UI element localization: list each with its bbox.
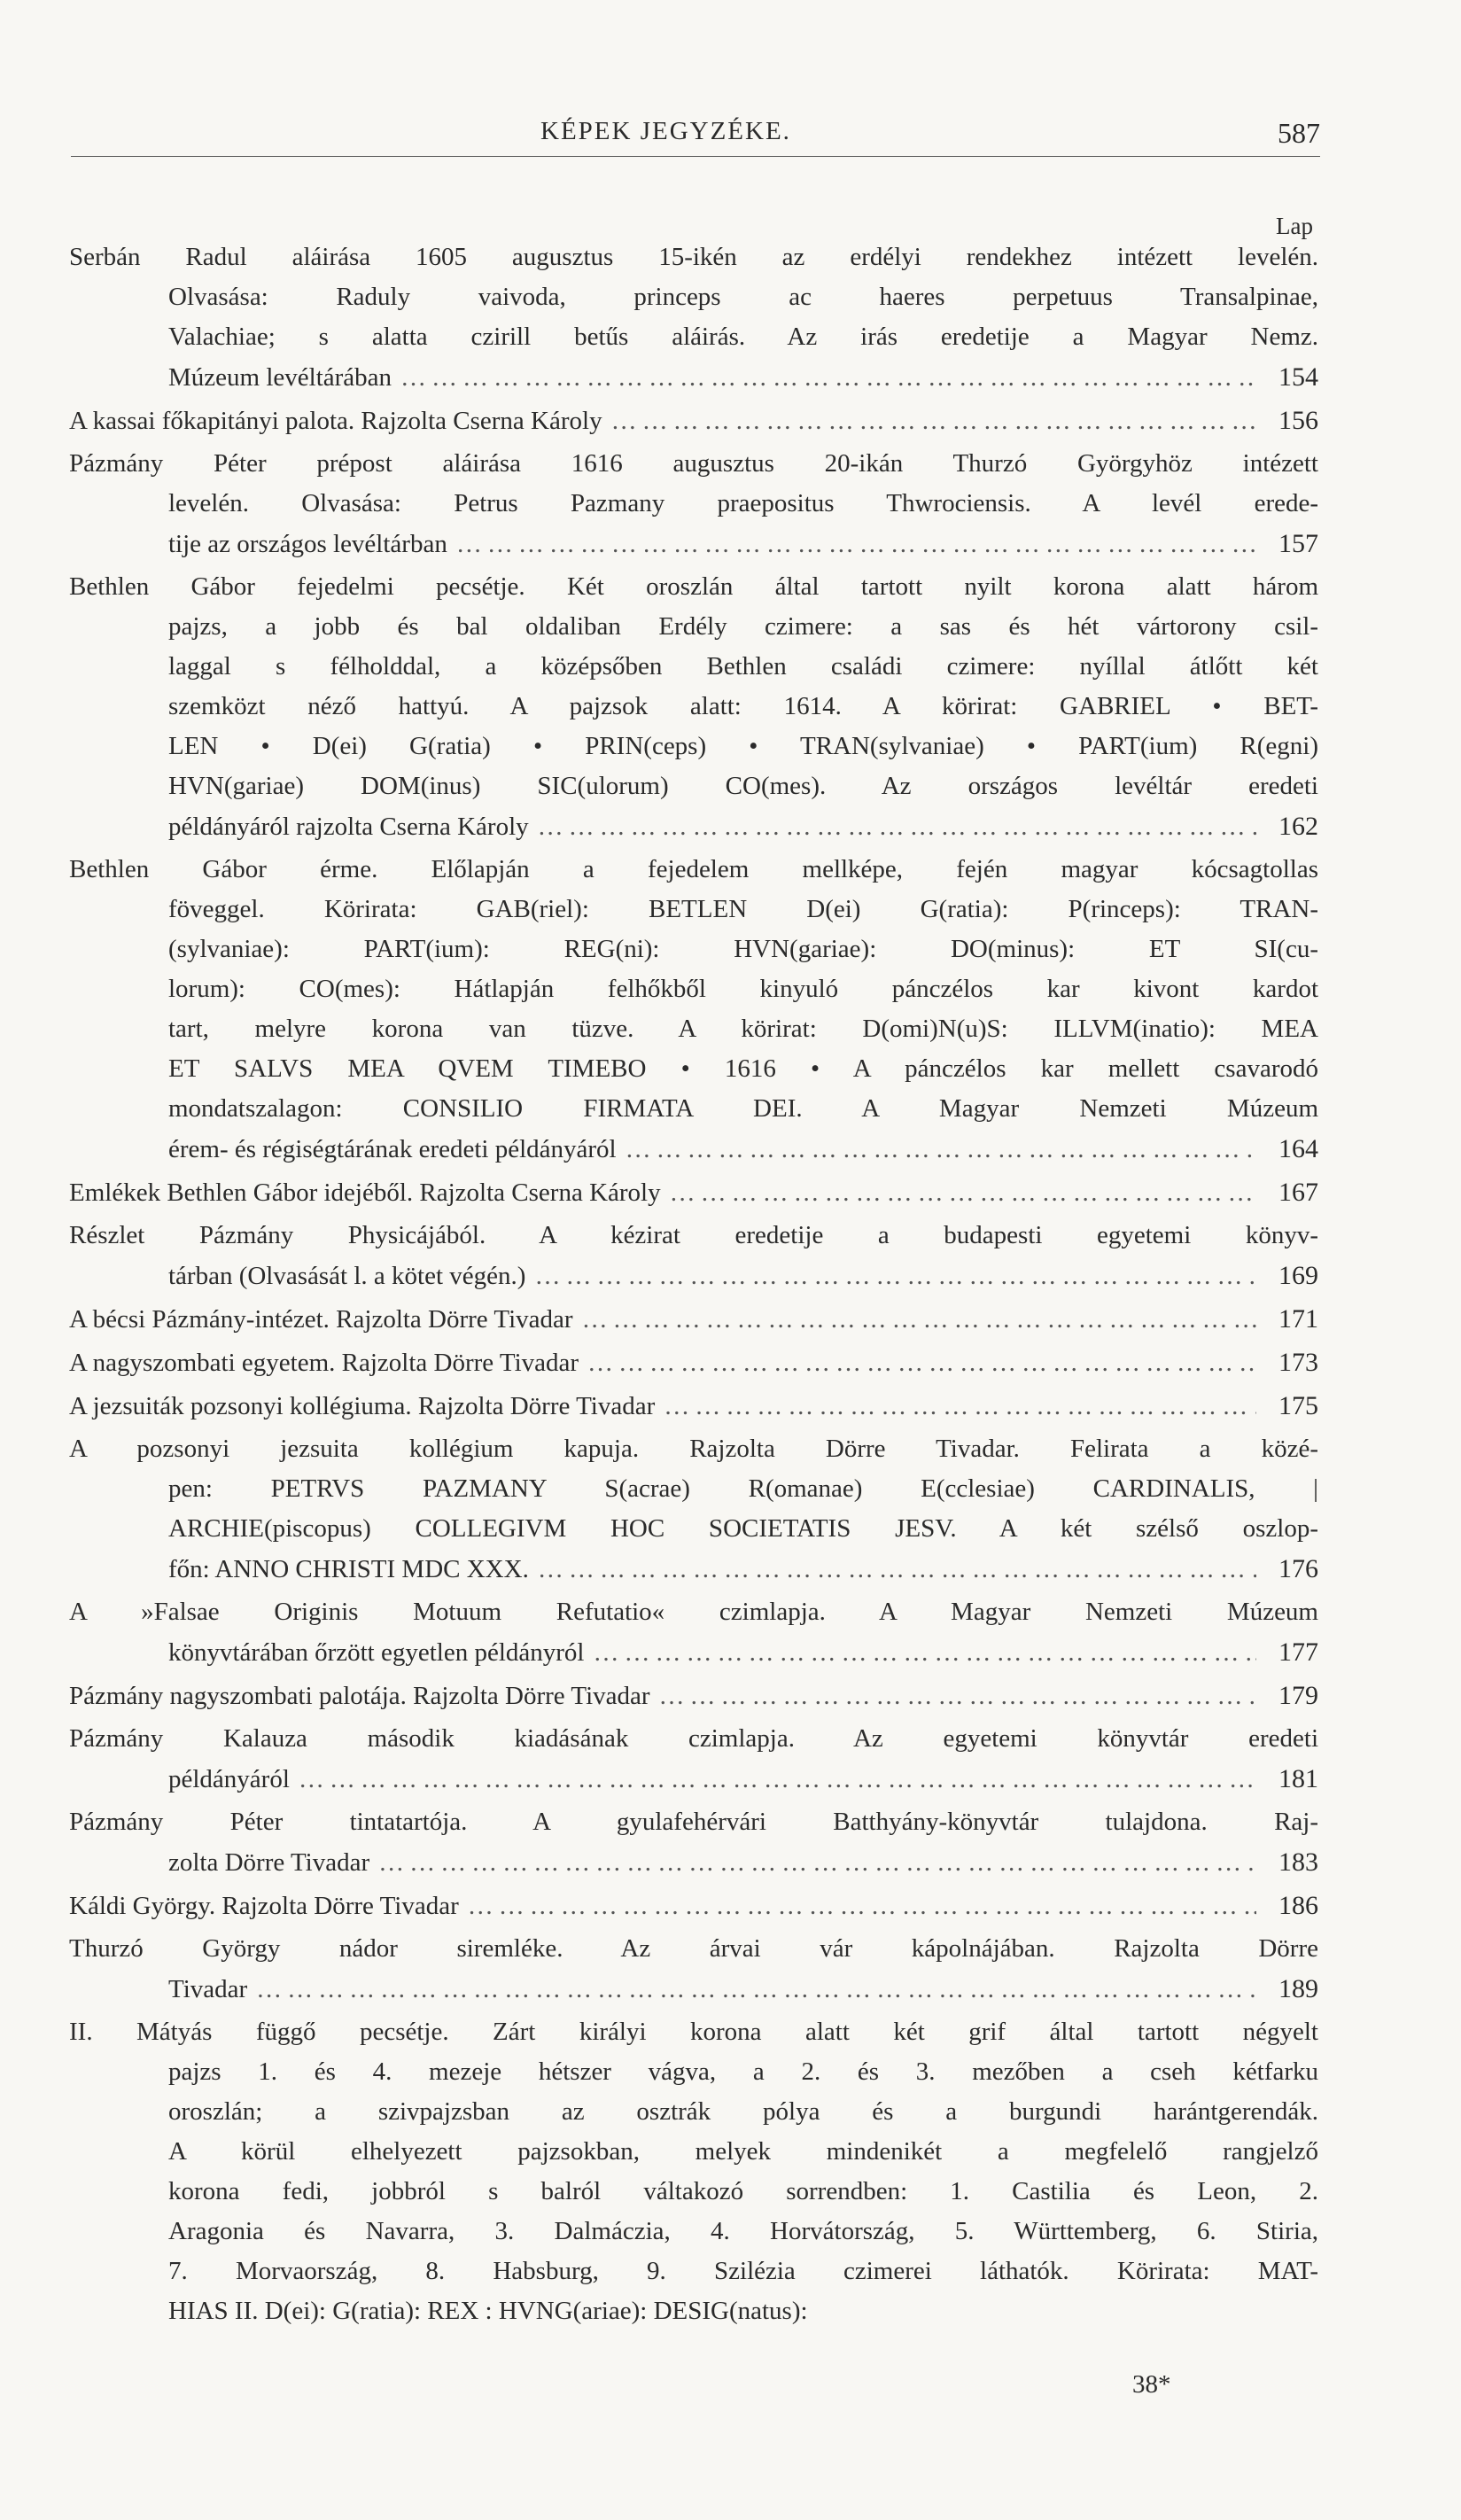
entry-line [69, 317, 1318, 357]
dot-leader [587, 1343, 1256, 1382]
entry-line [69, 2092, 1318, 2132]
entry-line [69, 1592, 1318, 1632]
entry-text: A jezsuiták pozsonyi kollégiuma. Rajzolta Dörre Tivadar [69, 1392, 656, 1420]
entry-page-number: 179 [1278, 1681, 1318, 1710]
entry-page-number: 175 [1278, 1391, 1318, 1420]
list-item [69, 1719, 1318, 1799]
dot-leader [670, 1173, 1256, 1212]
list-item [69, 1299, 1318, 1339]
entry-page-number: 171 [1278, 1304, 1318, 1334]
entry-line [69, 1929, 1318, 1969]
list-item [69, 237, 1318, 397]
entry-text: Részlet Pázmány Physicájából. A kézirat eredetije a budapesti egyetemi könyv- [69, 1221, 1318, 1249]
entry-text: laggal s félholddal, a középsőben Bethlen családi czimere: nyíllal átlőtt két [168, 652, 1318, 681]
entry-line [69, 1216, 1318, 1256]
entry-line [69, 1509, 1318, 1549]
entry-line [69, 2291, 1318, 2331]
entry-line [69, 524, 1318, 564]
list-item [69, 1886, 1318, 1925]
entry-page-number: 186 [1278, 1891, 1318, 1920]
entry-line [69, 444, 1318, 484]
dot-leader [593, 1633, 1256, 1672]
entry-line [69, 401, 1318, 440]
entry-page-number: 176 [1278, 1554, 1318, 1583]
entry-page-number: 177 [1278, 1637, 1318, 1667]
list-item [69, 1802, 1318, 1882]
dot-leader [299, 1760, 1256, 1799]
entry-line [69, 766, 1318, 806]
list-item [69, 1172, 1318, 1212]
list-item [69, 1676, 1318, 1715]
page-header [71, 117, 1320, 161]
entry-text: 7. Morvaország, 8. Habsburg, 9. Szilézia czimerei láthatók. Körirata: MAT- [168, 2257, 1318, 2285]
entry-page-number: 164 [1278, 1134, 1318, 1163]
entry-text: (sylvaniae): PART(ium): REG(ni): HVN(gariae): DO(minus): ET SI(cu- [168, 935, 1318, 963]
entry-text: HIAS II. D(ei): G(ratia): REX : HVNG(ariae): DESIG(natus): [168, 2297, 808, 2325]
list-item [69, 567, 1318, 846]
entry-line [69, 1469, 1318, 1509]
dot-leader [400, 358, 1256, 397]
dot-leader [664, 1387, 1256, 1426]
entry-line [69, 1676, 1318, 1715]
dot-leader [659, 1676, 1256, 1715]
dot-leader [256, 1970, 1256, 2009]
entry-line [69, 687, 1318, 727]
entry-line [69, 1759, 1318, 1799]
entry-text: főn: ANNO CHRISTI MDC XXX. [168, 1555, 529, 1583]
entry-line [69, 237, 1318, 277]
entry-line [69, 1969, 1318, 2009]
list-item [69, 444, 1318, 564]
entry-text: II. Mátyás függő pecsétje. Zárt királyi korona alatt két grif által tartott négyelt [69, 2018, 1318, 2046]
entry-text: korona fedi, jobbról s balról váltakozó sorrendben: 1. Castilia és Leon, 2. [168, 2177, 1318, 2205]
entry-line [69, 647, 1318, 687]
entry-text: pajzs 1. és 4. mezeje hétszer vágva, a 2. és 3. mezőben a cseh kétfarku [168, 2057, 1318, 2086]
dot-leader [468, 1886, 1256, 1925]
entry-text: Bethlen Gábor fejedelmi pecsétje. Két oroszlán által tartott nyilt korona alatt három [69, 572, 1318, 601]
entry-line [69, 277, 1318, 317]
entry-line [69, 1256, 1318, 1295]
entry-text: A pozsonyi jezsuita kollégium kapuja. Rajzolta Dörre Tivadar. Felirata a közé- [69, 1435, 1318, 1463]
entry-text: Tivadar [168, 1975, 248, 2003]
entry-text: tije az országos levéltárban [168, 530, 447, 558]
dot-leader [538, 1550, 1256, 1589]
dot-leader [626, 1130, 1256, 1169]
entry-text: A körül elhelyezett pajzsokban, melyek mindenikét a megfelelő rangjelző [168, 2137, 1318, 2166]
signature-mark: 38* [1132, 2370, 1171, 2399]
entry-text: példányáról rajzolta Cserna Károly [168, 813, 529, 841]
entry-text: Pázmány Péter tintatartója. A gyulafehérvári Batthyány-könyvtár tulajdona. Raj- [69, 1808, 1318, 1836]
entry-text: Thurzó György nádor siremléke. Az árvai vár kápolnájában. Rajzolta Dörre [69, 1934, 1318, 1963]
entry-line [69, 890, 1318, 929]
entry-text: ARCHIE(piscopus) COLLEGIVM HOC SOCIETATIS JESV. A két szélső oszlop- [168, 1514, 1318, 1543]
entry-line [69, 1129, 1318, 1169]
entry-line [69, 1632, 1318, 1672]
entry-text: Pázmány nagyszombati palotája. Rajzolta Dörre Tivadar [69, 1682, 650, 1710]
entry-page-number: 156 [1278, 406, 1318, 435]
entry-text: könyvtárában őrzött egyetlen példányról [168, 1638, 585, 1667]
entry-line [69, 1049, 1318, 1089]
list-item [69, 1929, 1318, 2009]
entry-page-number: 157 [1278, 529, 1318, 558]
entry-line [69, 850, 1318, 890]
entry-line [69, 2132, 1318, 2172]
entry-text: A bécsi Pázmány-intézet. Rajzolta Dörre Tivadar [69, 1305, 573, 1334]
entry-page-number: 169 [1278, 1261, 1318, 1290]
running-title: KÉPEK JEGYZÉKE. [540, 117, 791, 145]
entry-text: levelén. Olvasása: Petrus Pazmany praepositus Thwrociensis. A levél erede- [168, 489, 1318, 517]
header-rule [71, 156, 1320, 157]
entry-text: Aragonia és Navarra, 3. Dalmáczia, 4. Horvátország, 5. Württemberg, 6. Stiria, [168, 2217, 1318, 2245]
page-column-label: Lap [1276, 213, 1313, 239]
entry-line [69, 1089, 1318, 1129]
entry-page-number: 183 [1278, 1847, 1318, 1877]
entry-text: tart, melyre korona van tüzve. A körirat: D(omi)N(u)S: ILLVM(inatio): MEA [168, 1015, 1318, 1043]
entry-text: ET SALVS MEA QVEM TIMEBO • 1616 • A pánczélos kar mellett csavarodó [168, 1054, 1318, 1083]
entry-page-number: 167 [1278, 1178, 1318, 1207]
entry-line [69, 2252, 1318, 2291]
entry-text: lorum): CO(mes): Hátlapján felhőkből kinyuló pánczélos kar kivont kardot [168, 975, 1318, 1003]
entry-text: HVN(gariae) DOM(inus) SIC(ulorum) CO(mes). Az országos levéltár eredeti [168, 772, 1318, 800]
entry-page-number: 189 [1278, 1974, 1318, 2003]
entry-line [69, 567, 1318, 607]
entry-line [69, 357, 1318, 397]
entry-text: Serbán Radul aláirása 1605 augusztus 15-ikén az erdélyi rendekhez intézett levelén. [69, 243, 1318, 271]
list-item [69, 401, 1318, 440]
entry-line [69, 806, 1318, 846]
dot-leader [582, 1300, 1256, 1339]
list-item [69, 2012, 1318, 2331]
dot-leader [534, 1256, 1256, 1295]
list-item [69, 1342, 1318, 1382]
list-item [69, 1386, 1318, 1426]
entry-text: mondatszalagon: CONSILIO FIRMATA DEI. A Magyar Nemzeti Múzeum [168, 1094, 1318, 1123]
entry-page-number: 154 [1278, 362, 1318, 392]
entry-line [69, 2212, 1318, 2252]
entry-text: szemközt néző hattyú. A pajzsok alatt: 1614. A körirat: GABRIEL • BET- [168, 692, 1318, 720]
entry-text: zolta Dörre Tivadar [168, 1848, 370, 1877]
list-item [69, 1592, 1318, 1672]
entry-page-number: 181 [1278, 1764, 1318, 1793]
dot-leader [378, 1843, 1256, 1882]
list-item [69, 1429, 1318, 1589]
entry-line [69, 1386, 1318, 1426]
entry-text: pen: PETRVS PAZMANY S(acrae) R(omanae) E(cclesiae) CARDINALIS, | [168, 1474, 1318, 1503]
dot-leader [611, 401, 1256, 440]
entry-page-number: 173 [1278, 1348, 1318, 1377]
entry-line [69, 1886, 1318, 1925]
dot-leader [538, 807, 1256, 846]
entry-text: föveggel. Körirata: GAB(riel): BETLEN D(ei) G(ratia): P(rinceps): TRAN- [168, 895, 1318, 923]
dot-leader [456, 525, 1256, 564]
entry-text: Emlékek Bethlen Gábor idejéből. Rajzolta Cserna Károly [69, 1178, 661, 1207]
entry-page-number: 162 [1278, 812, 1318, 841]
entry-text: Pázmány Kalauza második kiadásának czimlapja. Az egyetemi könyvtár eredeti [69, 1724, 1318, 1753]
list-of-illustrations [69, 237, 1318, 2335]
entry-line [69, 1299, 1318, 1339]
entry-line [69, 484, 1318, 524]
entry-text: oroszlán; a szivpajzsban az osztrák pólya és a burgundi harántgerendák. [168, 2097, 1318, 2126]
entry-text: Olvasása: Raduly vaivoda, princeps ac haeres perpetuus Transalpinae, [168, 283, 1318, 311]
entry-line [69, 1802, 1318, 1842]
entry-line [69, 1549, 1318, 1589]
entry-text: példányáról [168, 1765, 290, 1793]
list-item [69, 850, 1318, 1169]
entry-line [69, 1009, 1318, 1049]
entry-text: pajzs, a jobb és bal oldaliban Erdély czimere: a sas és hét vártorony csil- [168, 612, 1318, 641]
entry-line [69, 727, 1318, 766]
page-number: 587 [1278, 117, 1320, 149]
entry-line [69, 1842, 1318, 1882]
entry-text: érem- és régiségtárának eredeti példányáról [168, 1135, 617, 1163]
entry-text: A »Falsae Originis Motuum Refutatio« czimlapja. A Magyar Nemzeti Múzeum [69, 1598, 1318, 1626]
entry-line [69, 2012, 1318, 2052]
list-item [69, 1216, 1318, 1295]
entry-text: LEN • D(ei) G(ratia) • PRIN(ceps) • TRAN(sylvaniae) • PART(ium) R(egni) [168, 732, 1318, 760]
entry-text: Pázmány Péter prépost aláirása 1616 augusztus 20-ikán Thurzó Györgyhöz intézett [69, 449, 1318, 478]
entry-line [69, 1719, 1318, 1759]
entry-text: tárban (Olvasását l. a kötet végén.) [168, 1262, 526, 1290]
entry-line [69, 1429, 1318, 1469]
entry-line [69, 1172, 1318, 1212]
entry-line [69, 969, 1318, 1009]
entry-line [69, 2052, 1318, 2092]
entry-text: Bethlen Gábor érme. Előlapján a fejedelem mellképe, fején magyar kócsagtollas [69, 855, 1318, 883]
entry-line [69, 2172, 1318, 2212]
entry-line [69, 929, 1318, 969]
entry-text: Valachiae; s alatta czirill betűs aláirás. Az irás eredetije a Magyar Nemz. [168, 323, 1318, 351]
entry-line [69, 1342, 1318, 1382]
entry-text: Múzeum levéltárában [168, 363, 392, 392]
entry-text: A nagyszombati egyetem. Rajzolta Dörre Tivadar [69, 1349, 579, 1377]
entry-text: A kassai főkapitányi palota. Rajzolta Cserna Károly [69, 407, 602, 435]
entry-text: Káldi György. Rajzolta Dörre Tivadar [69, 1892, 459, 1920]
entry-line [69, 607, 1318, 647]
